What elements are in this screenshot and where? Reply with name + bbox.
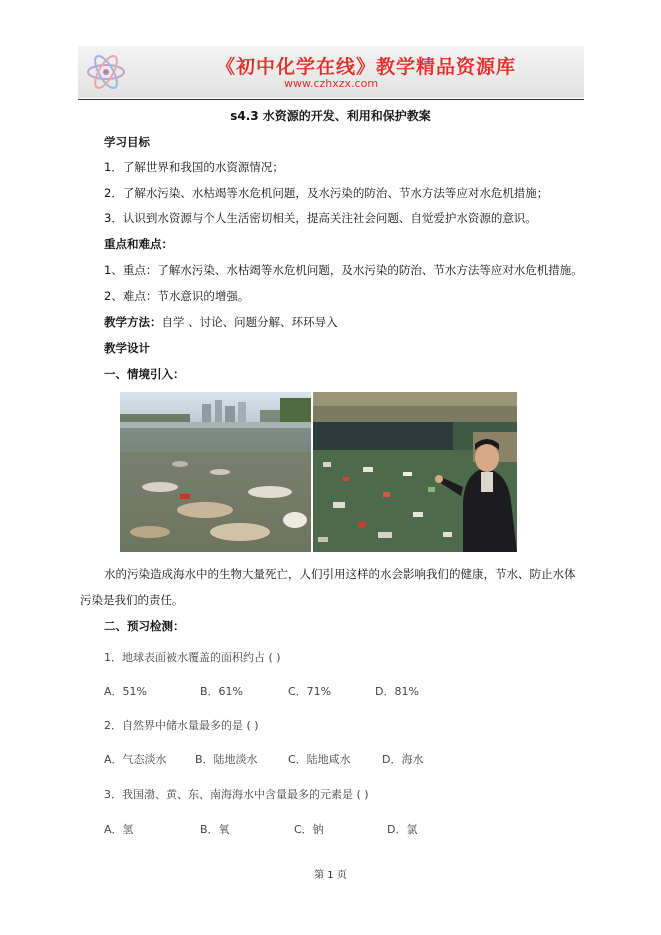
atom-logo-icon	[84, 50, 128, 94]
document-title: s4.3 水资源的开发、利用和保护教案	[230, 109, 431, 123]
header-title: 《初中化学在线》教学精品资源库	[216, 56, 517, 78]
header-url[interactable]: www.czhxzx.com	[284, 77, 379, 90]
section-intro-heading: 一、情境引入：	[104, 367, 185, 381]
question-stem: 1．地球表面被水覆盖的面积约占 ( )	[104, 651, 281, 664]
section-preview-heading: 二、预习检测：	[104, 619, 185, 633]
polluted-river-photo	[120, 392, 311, 552]
goal-item: 2．了解水污染、水枯竭等水危机问题，及水污染的防治、节水方法等应对水危机措施；	[104, 186, 549, 200]
answer-option: A．51%	[104, 685, 147, 698]
goal-item: 3．认识到水资源与个人生活密切相关，提高关注社会问题、自觉爱护水资源的意识。	[104, 211, 537, 225]
header-banner	[78, 46, 584, 98]
goals-heading: 学习目标	[104, 135, 150, 149]
design-heading: 教学设计	[104, 341, 150, 355]
photo-caption-line: 水的污染造成海水中的生物大量死亡，人们引用这样的水会影响我们的健康，节水、防止水体	[104, 567, 576, 581]
answer-option: B．61%	[200, 685, 243, 698]
method-label: 教学方法：	[104, 315, 162, 329]
answer-option: C．钠	[294, 823, 324, 836]
answer-option: D．81%	[375, 685, 419, 698]
question-stem: 2．自然界中储水量最多的是 ( )	[104, 719, 259, 732]
answer-option: C．陆地咸水	[288, 753, 351, 766]
header-divider	[78, 99, 584, 100]
answer-option: B．陆地淡水	[195, 753, 258, 766]
garbage-river-photo	[313, 392, 517, 552]
pollution-photos	[120, 392, 517, 552]
teaching-method	[104, 314, 338, 330]
key-points-heading: 重点和难点：	[104, 237, 173, 251]
key-point-item: 2、难点：节水意识的增强。	[104, 289, 250, 303]
photo-caption-line: 污染是我们的责任。	[80, 593, 184, 607]
answer-option: A．气态淡水	[104, 753, 167, 766]
page-number: 第 1 页	[314, 870, 347, 881]
answer-option: A．氢	[104, 823, 134, 836]
question-stem: 3．我国渤、黄、东、南海海水中含量最多的元素是 ( )	[104, 788, 369, 801]
answer-option: D．氯	[387, 823, 418, 836]
goal-item: 1．了解世界和我国的水资源情况；	[104, 160, 284, 174]
key-point-item: 1、重点：了解水污染、水枯竭等水危机问题，及水污染的防治、节水方法等应对水危机措施。	[104, 263, 583, 277]
answer-option: D．海水	[382, 753, 424, 766]
answer-option: C．71%	[288, 685, 332, 698]
method-text: 自学 、讨论、问题分解、环环导入	[161, 315, 338, 329]
answer-option: B．氧	[200, 823, 230, 836]
